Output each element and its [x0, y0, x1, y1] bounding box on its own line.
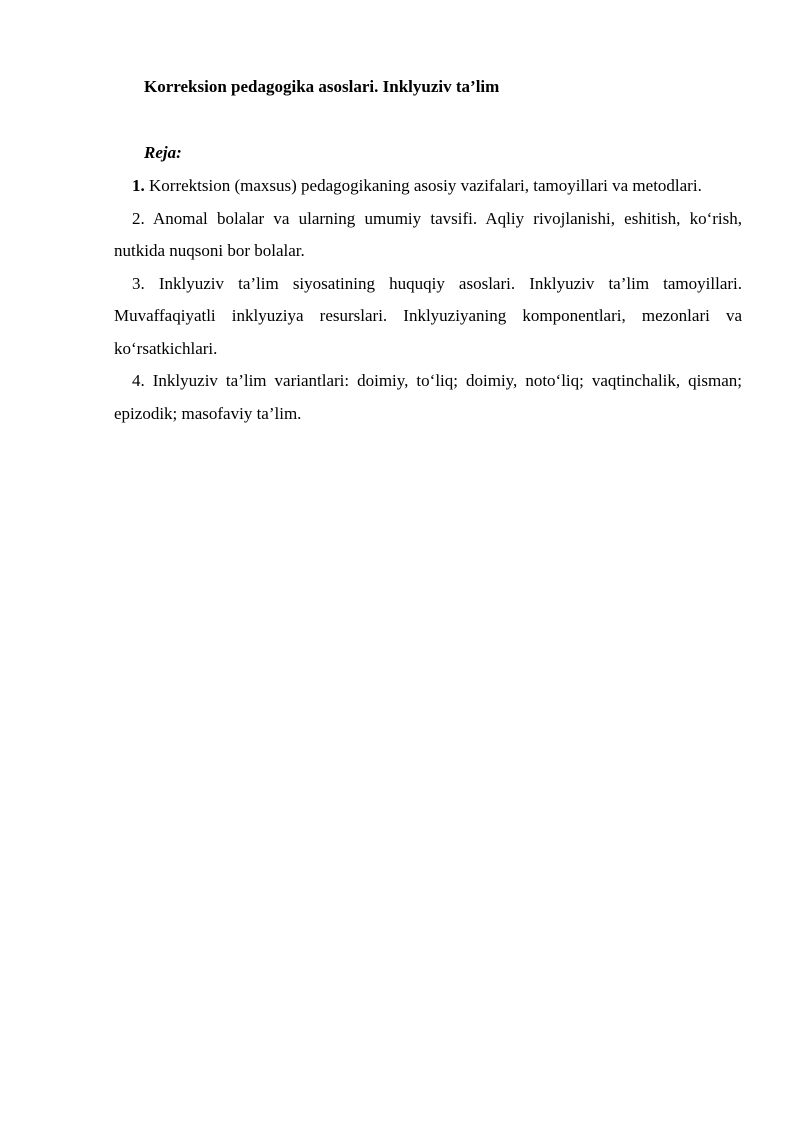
document-title: Korreksion pedagogika asoslari. Inklyuziv ta’lim — [144, 77, 500, 96]
plan-item — [114, 365, 742, 430]
plan-item-number: 1. — [132, 176, 145, 195]
plan-item-number: 4. — [132, 371, 145, 390]
plan-item — [114, 268, 742, 366]
plan-item-number: 2. — [132, 208, 145, 228]
plan-item — [114, 170, 742, 203]
plan-item-text: Korrektsion (maxsus) pedagogikaning asosiy vazifalari, tamoyillari va metodlari. — [149, 176, 702, 195]
plan-item-text: Anomal bolalar va ularning umumiy tavsifi. Aqliy rivojlanishi, eshitish, ko‘rish, nutkida nuqsoni bor bolalar. — [114, 208, 742, 260]
plan-item-number: 3. — [132, 273, 145, 293]
plan-list — [114, 170, 742, 430]
plan-heading: Reja: — [144, 143, 182, 162]
plan-item — [114, 203, 742, 268]
plan-item-text: Inklyuziv ta’lim siyosatining huquqiy asoslari. Inklyuziv ta’lim tamoyillari. Muvaffaqiyatli inklyuziya resurslari. Inklyuziyaning komponentlari, mezonlari va ko‘rsatkichlari. — [114, 273, 743, 358]
plan-item-text: Inklyuziv ta’lim variantlari: doimiy, to‘liq; doimiy, noto‘liq; vaqtinchalik, qisman; epizodik; masofaviy ta’lim. — [114, 371, 742, 423]
